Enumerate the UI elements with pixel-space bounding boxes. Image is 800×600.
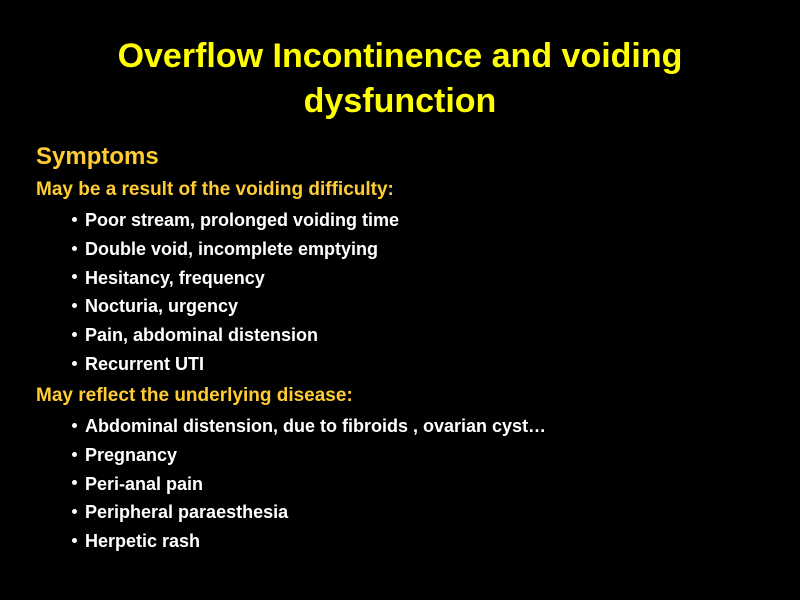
list-item-text: Peripheral paraesthesia — [85, 502, 289, 523]
bullet-icon — [72, 303, 77, 308]
bullet-icon — [72, 509, 77, 514]
subheading-voiding-difficulty: May be a result of the voiding difficulty: — [36, 179, 394, 200]
list-item-text: Pain, abdominal distension — [85, 325, 319, 346]
bullet-icon — [72, 217, 77, 222]
bullet-icon — [72, 452, 77, 457]
bullet-icon — [72, 423, 77, 428]
list-item — [72, 412, 546, 441]
list-item — [72, 264, 399, 293]
list-item-text: Nocturia, urgency — [85, 296, 239, 317]
list-item — [72, 235, 399, 264]
list-item — [72, 321, 399, 350]
list-item-text: Herpetic rash — [85, 531, 201, 552]
list-item — [72, 292, 399, 321]
subheading-underlying-disease: May reflect the underlying disease: — [36, 385, 353, 406]
list-item — [72, 350, 399, 379]
bullet-icon — [72, 332, 77, 337]
bullet-icon — [72, 274, 77, 279]
list-item-text: Double void, incomplete emptying — [85, 238, 379, 259]
list-item — [72, 470, 546, 499]
list-item — [72, 498, 546, 527]
section-heading: Symptoms — [36, 143, 159, 170]
list-item — [72, 206, 399, 235]
bullet-icon — [72, 538, 77, 543]
list-item — [72, 441, 546, 470]
list-item-text: Recurrent UTI — [85, 353, 205, 374]
bullet-list-voiding-difficulty — [72, 206, 399, 379]
bullet-icon — [72, 361, 77, 366]
list-item-text: Poor stream, prolonged voiding time — [85, 210, 400, 230]
bullet-icon — [72, 480, 77, 485]
list-item-text: Pregnancy — [85, 444, 178, 465]
slide-title: Overflow Incontinence and voiding dysfunction — [117, 37, 683, 120]
list-item — [72, 527, 546, 556]
list-item-text: Peri-anal pain — [85, 473, 204, 494]
list-item-text: Abdominal distension, due to fibroids , ovarian cyst… — [85, 416, 547, 436]
bullet-list-underlying-disease — [72, 412, 546, 556]
bullet-icon — [72, 246, 77, 251]
list-item-text: Hesitancy, frequency — [85, 267, 265, 288]
